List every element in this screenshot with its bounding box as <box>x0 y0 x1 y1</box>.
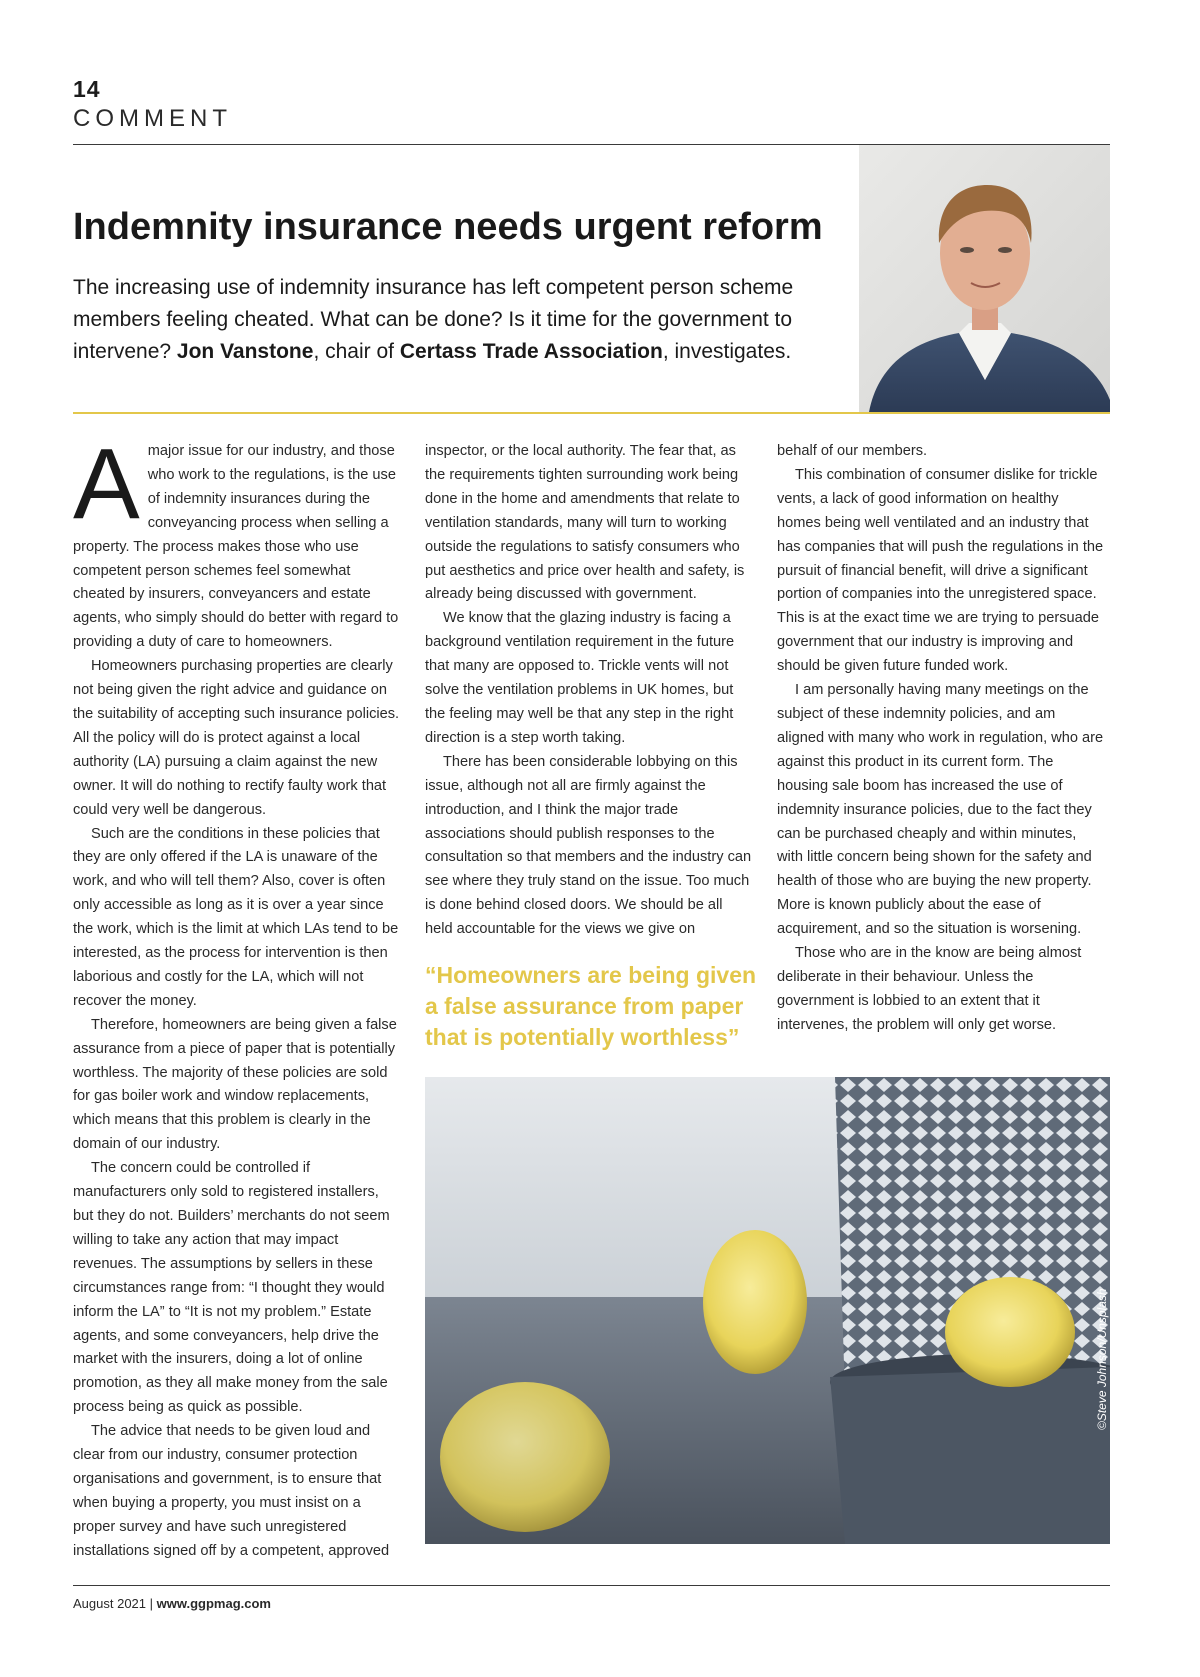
footer <box>73 1596 271 1611</box>
website-link[interactable]: www.ggpmag.com <box>156 1596 271 1611</box>
paragraph: behalf of our members. <box>777 443 928 459</box>
gold-rule <box>73 412 1110 414</box>
page-number: 14 <box>73 76 101 102</box>
crumpled-paper-photo <box>425 1077 1110 1544</box>
paragraph: Homeowners purchasing properties are clearly not being given the right advice and guidance on the suitability of accepting such insurance policies. All the policy will do is protect against a local authority (LA) pursuing a claim against the new owner. It will do nothing to rectify faulty work that could very well be dangerous. <box>73 658 400 818</box>
organisation-name: Certass Trade Association <box>399 340 663 363</box>
issue-date: August 2021 <box>73 1596 147 1611</box>
column-1 <box>73 428 402 1564</box>
paragraph-text: major issue for our industry, and those who work to the regulations, is the use of indemnity insurances during the conveyancing process when selling a property. The process makes those who use competent person schemes feel somewhat cheated by insurers, conveyancers and estate agents, who simply should do better with regard to providing a duty of care to homeowners. <box>73 443 399 651</box>
paragraph: There has been considerable lobbying on this issue, although not all are firmly against the introduction, and I think the major trade associations should publish responses to the consultation so that members and the industry can see where they truly stand on the issue. Too much is done behind closed doors. We should be all held accountable for the views we give on <box>425 753 752 938</box>
paragraph: Such are the conditions in these policies that they are only offered if the LA is unaware of the work, and who will tell them? Also, cover is often only accessible as long as it is over a year since the work, which is the limit at which LAs tend to be interested, as the process for intervention is then laborious and costly for the LA, which will not recover the money. <box>73 825 399 1009</box>
bottom-rule <box>73 1585 1110 1586</box>
photo-credit: ©Steve Johnson/Unsplash <box>1095 1288 1109 1430</box>
author-portrait <box>859 145 1110 412</box>
drop-cap: A <box>73 428 140 540</box>
paragraph: The advice that needs to be given loud and clear from our industry, consumer protection organisations and government, is to ensure that when buying a property, you must insist on a proper survey and have such unregistered installations signed off by a competent, approved <box>73 1423 390 1559</box>
standfirst-text-3: , investigates. <box>662 340 792 363</box>
column-3 <box>777 440 1106 1038</box>
paragraph: This combination of consumer dislike for trickle vents, a lack of good information on healthy homes being well ventilated and an industry that has companies that will push the regulations in the pursuit of financial benefit, will drive a significant portion of companies into the unregistered space. This is at the exact time we are trying to persuade government that our industry is improving and should be given future funded work. <box>777 466 1104 675</box>
standfirst-text: The increasing use of indemnity insurance has left competent person scheme members feeling cheated. What can be done? Is it time for the government to intervene? <box>73 276 794 363</box>
standfirst <box>73 272 853 368</box>
paragraph: I am personally having many meetings on the subject of these indemnity policies, and am aligned with many who work in regulation, who are against this product in its current form. The housing sale boom has increased the use of indemnity insurance policies, due to the fact they can be purchased cheaply and within minutes, with little concern being shown for the safety and health of those who are buying the new property. More is known publicly about the ease of acquirement, and so the situation is worsening. <box>777 682 1104 938</box>
paragraph: inspector, or the local authority. The fear that, as the requirements tighten surrounding work being done in the home and amendments that relate to ventilation standards, many will turn to working outside the regulations to satisfy consumers who put aesthetics and price over health and safety, is already being discussed with government. <box>425 443 745 603</box>
paragraph: Those who are in the know are being almost deliberate in their behaviour. Unless the government is lobbied to an extent that it intervenes, the problem will only get worse. <box>777 945 1082 1033</box>
paragraph: The concern could be controlled if manufacturers only sold to registered installers, but they do not. Builders’ merchants do not seem willing to take any action that may impact revenues. The assumptions by sellers in these circumstances range from: “I thought they would inform the LA” to “It is not my problem.” Estate agents, and some conveyancers, help drive the market with the insurers, doing a lot of online promotion, as they all make money from the sale process being as quick as possible. <box>73 1160 390 1416</box>
column-2 <box>425 440 754 942</box>
standfirst-text-2: , chair of <box>313 340 400 363</box>
section-label: COMMENT <box>73 105 232 132</box>
pull-quote: “Homeowners are being given a false assurance from paper that is potentially worthless” <box>425 962 757 1050</box>
paragraph <box>73 428 402 655</box>
paragraph: We know that the glazing industry is facing a background ventilation requirement in the future that many are opposed to. Trickle vents will not solve the ventilation problems in UK homes, but the feeling may well be that any step in the right direction is a step worth taking. <box>425 610 735 746</box>
footer-separator: | <box>146 1596 157 1611</box>
author-name: Jon Vanstone <box>176 340 314 363</box>
headline: Indemnity insurance needs urgent reform <box>73 206 823 248</box>
paragraph: Therefore, homeowners are being given a false assurance from a piece of paper that is potentially worthless. The majority of these policies are sold for gas boiler work and window replacements, which means that this problem is clearly in the domain of our industry. <box>73 1016 397 1153</box>
